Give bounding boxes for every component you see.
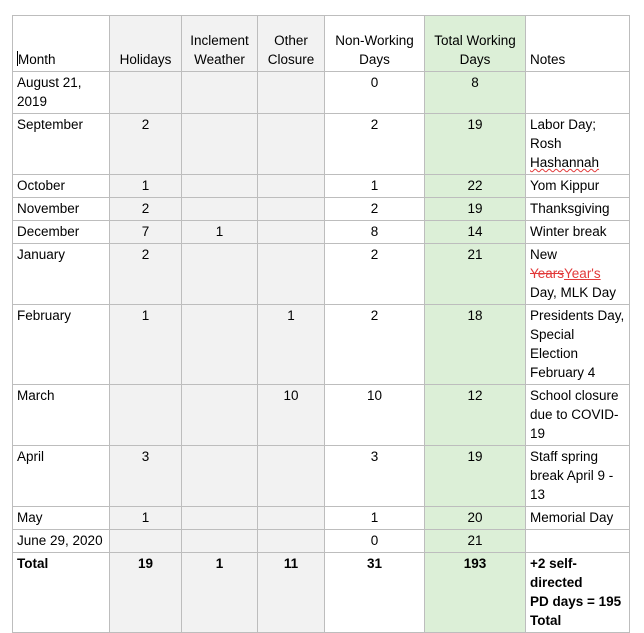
cell-holidays[interactable]: 1 [110, 175, 182, 198]
cell-inclement[interactable] [182, 507, 258, 530]
header-inclement-weather[interactable]: Inclement Weather [182, 16, 258, 72]
table-row [13, 72, 630, 114]
cell-nonworking[interactable]: 2 [325, 244, 425, 305]
cell-other[interactable]: 10 [258, 385, 325, 446]
cell-inclement[interactable] [182, 305, 258, 385]
cell-holidays[interactable]: 1 [110, 305, 182, 385]
cell-total[interactable]: 14 [425, 221, 526, 244]
header-row [13, 16, 630, 72]
cell-nonworking[interactable]: 1 [325, 507, 425, 530]
cell-other[interactable]: 1 [258, 305, 325, 385]
cell-total[interactable]: 193 [425, 553, 526, 633]
cell-nonworking[interactable]: 8 [325, 221, 425, 244]
cell-notes[interactable]: Staff spring break April 9 - 13 [526, 446, 630, 507]
cell-notes[interactable]: +2 self-directed PD days = 195 Total [526, 553, 630, 633]
cell-month[interactable]: June 29, 2020 [13, 530, 110, 553]
cell-total[interactable]: 19 [425, 446, 526, 507]
table-row [13, 198, 630, 221]
cell-inclement[interactable] [182, 446, 258, 507]
cell-inclement[interactable] [182, 175, 258, 198]
header-notes[interactable]: Notes [526, 16, 630, 72]
header-month[interactable]: Month [13, 16, 110, 72]
cell-holidays[interactable]: 2 [110, 198, 182, 221]
cell-month[interactable]: January [13, 244, 110, 305]
cell-other[interactable] [258, 507, 325, 530]
header-holidays[interactable]: Holidays [110, 16, 182, 72]
cell-total[interactable]: 19 [425, 114, 526, 175]
cell-other[interactable]: 11 [258, 553, 325, 633]
cell-month[interactable]: September [13, 114, 110, 175]
cell-holidays[interactable]: 3 [110, 446, 182, 507]
cell-inclement[interactable] [182, 72, 258, 114]
cell-month[interactable]: October [13, 175, 110, 198]
cell-holidays[interactable]: 2 [110, 114, 182, 175]
cell-total[interactable]: 19 [425, 198, 526, 221]
cell-notes[interactable]: School closure due to COVID- 19 [526, 385, 630, 446]
cell-notes[interactable]: Labor Day; Rosh Hashannah [526, 114, 630, 175]
cell-month[interactable]: May [13, 507, 110, 530]
header-other-closure[interactable]: Other Closure [258, 16, 325, 72]
table-row [13, 244, 630, 305]
cell-month[interactable]: August 21, 2019 [13, 72, 110, 114]
cell-other[interactable] [258, 221, 325, 244]
cell-notes[interactable]: Thanksgiving [526, 198, 630, 221]
table-row [13, 114, 630, 175]
cell-inclement[interactable] [182, 244, 258, 305]
table-row [13, 221, 630, 244]
cell-nonworking[interactable]: 2 [325, 114, 425, 175]
cell-nonworking[interactable]: 2 [325, 305, 425, 385]
cell-notes[interactable] [526, 72, 630, 114]
cell-nonworking[interactable]: 0 [325, 530, 425, 553]
spellcheck-word: Hashannah [530, 155, 600, 170]
cell-other[interactable] [258, 446, 325, 507]
cell-holidays[interactable]: 2 [110, 244, 182, 305]
cell-other[interactable] [258, 198, 325, 221]
cell-nonworking[interactable]: 3 [325, 446, 425, 507]
cell-total-label[interactable]: Total [13, 553, 110, 633]
table-row [13, 305, 630, 385]
table-row [13, 385, 630, 446]
cell-inclement[interactable] [182, 385, 258, 446]
cell-notes[interactable]: Yom Kippur [526, 175, 630, 198]
cell-total[interactable]: 8 [425, 72, 526, 114]
cell-total[interactable]: 21 [425, 244, 526, 305]
cell-other[interactable] [258, 72, 325, 114]
cell-month[interactable]: February [13, 305, 110, 385]
cell-total[interactable]: 12 [425, 385, 526, 446]
cell-holidays[interactable]: 7 [110, 221, 182, 244]
cell-notes[interactable]: Memorial Day [526, 507, 630, 530]
cell-inclement[interactable]: 1 [182, 221, 258, 244]
cell-holidays[interactable]: 1 [110, 507, 182, 530]
table-row [13, 446, 630, 507]
tracked-deletion: Years [530, 266, 565, 281]
cell-nonworking[interactable]: 1 [325, 175, 425, 198]
cell-total[interactable]: 18 [425, 305, 526, 385]
cell-total[interactable]: 22 [425, 175, 526, 198]
cell-other[interactable] [258, 175, 325, 198]
cell-other[interactable] [258, 114, 325, 175]
tracked-insertion: Year's [564, 266, 601, 281]
cell-inclement[interactable] [182, 114, 258, 175]
header-total-working-days[interactable]: Total Working Days [425, 16, 526, 72]
cell-holidays[interactable] [110, 72, 182, 114]
table-row [13, 175, 630, 198]
cell-inclement[interactable]: 1 [182, 553, 258, 633]
cell-notes[interactable]: New YearsYear's Day, MLK Day [526, 244, 630, 305]
cell-total[interactable]: 21 [425, 530, 526, 553]
cell-nonworking[interactable]: 10 [325, 385, 425, 446]
cell-nonworking[interactable]: 31 [325, 553, 425, 633]
cell-month[interactable]: April [13, 446, 110, 507]
cell-month[interactable]: November [13, 198, 110, 221]
cell-holidays[interactable] [110, 385, 182, 446]
header-non-working-days[interactable]: Non-Working Days [325, 16, 425, 72]
calendar-table [12, 15, 630, 633]
cell-total[interactable]: 20 [425, 507, 526, 530]
cell-inclement[interactable] [182, 198, 258, 221]
cell-month[interactable]: December [13, 221, 110, 244]
cell-month[interactable]: March [13, 385, 110, 446]
cell-nonworking[interactable]: 0 [325, 72, 425, 114]
total-row [13, 553, 630, 633]
cell-notes[interactable]: Winter break [526, 221, 630, 244]
table-row [13, 507, 630, 530]
cell-nonworking[interactable]: 2 [325, 198, 425, 221]
cell-holidays[interactable]: 19 [110, 553, 182, 633]
cell-other[interactable] [258, 244, 325, 305]
cell-notes[interactable]: Presidents Day, Special Election February 4 [526, 305, 630, 385]
